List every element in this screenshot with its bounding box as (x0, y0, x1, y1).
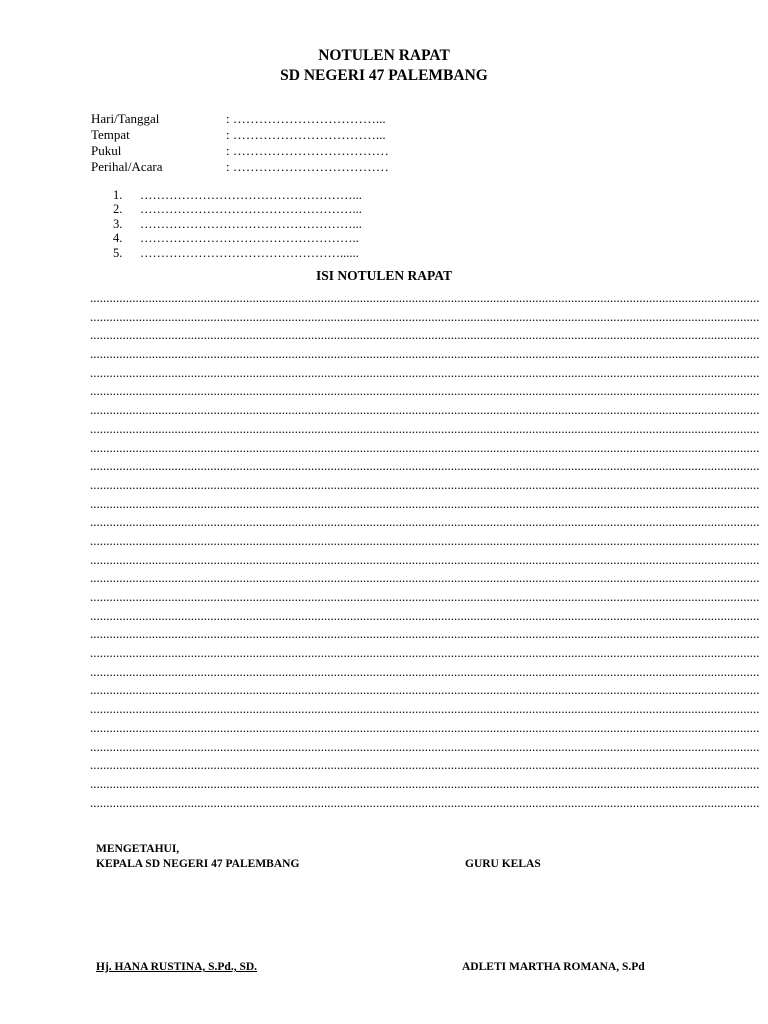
teacher-title: GURU KELAS (465, 858, 541, 870)
content-line: .............................................................................................................................................................................................................. (90, 383, 760, 399)
content-line: .............................................................................................................................................................................................................. (90, 364, 760, 380)
agenda-blank: …………………………………………….. (140, 231, 359, 246)
info-label: Hari/Tanggal (91, 111, 160, 126)
info-label: Tempat (91, 127, 130, 142)
content-line: .............................................................................................................................................................................................................. (90, 738, 760, 754)
content-line: .............................................................................................................................................................................................................. (90, 290, 760, 305)
agenda-number: 1. (113, 188, 123, 202)
agenda-blank: ……………………………………………... (140, 202, 362, 217)
content-line: .............................................................................................................................................................................................................. (90, 794, 760, 810)
content-line: .............................................................................................................................................................................................................. (90, 607, 760, 623)
content-line: .............................................................................................................................................................................................................. (90, 532, 760, 548)
school-name: SD NEGERI 47 PALEMBANG (280, 67, 488, 84)
principal-name: Hj. HANA RUSTINA, S.Pd., SD. (96, 961, 258, 973)
agenda-number: 3. (113, 216, 123, 231)
info-value: : ……………………………... (226, 127, 386, 142)
content-line: .............................................................................................................................................................................................................. (90, 514, 760, 530)
content-line: .............................................................................................................................................................................................................. (90, 308, 760, 324)
content-line: .............................................................................................................................................................................................................. (90, 757, 760, 773)
content-line: .............................................................................................................................................................................................................. (90, 402, 760, 418)
content-line: .............................................................................................................................................................................................................. (90, 701, 760, 717)
agenda-number: 5. (113, 245, 123, 260)
agenda-blank: ……………………………………………... (140, 216, 362, 231)
content-line: .............................................................................................................................................................................................................. (90, 476, 760, 492)
info-value: : ……………………………... (226, 111, 386, 126)
content-line: .............................................................................................................................................................................................................. (90, 346, 760, 362)
agenda-number: 4. (113, 231, 123, 246)
content-line: .............................................................................................................................................................................................................. (90, 682, 760, 698)
agenda-blank: ……………………………………………... (140, 188, 362, 202)
principal-title: KEPALA SD NEGERI 47 PALEMBANG (96, 858, 300, 870)
content-line: .............................................................................................................................................................................................................. (90, 439, 760, 455)
agenda-blank: …………………………………………...... (140, 245, 359, 260)
content-line: .............................................................................................................................................................................................................. (90, 551, 760, 567)
agenda-number: 2. (113, 202, 123, 217)
document-title: NOTULEN RAPAT (318, 47, 450, 64)
content-line: .............................................................................................................................................................................................................. (90, 327, 760, 343)
content-line: .............................................................................................................................................................................................................. (90, 775, 760, 791)
info-value: : ……………………………… (226, 159, 389, 174)
teacher-name: ADLETI MARTHA ROMANA, S.Pd (462, 961, 645, 973)
content-line: .............................................................................................................................................................................................................. (90, 420, 760, 436)
minutes-content-area (90, 289, 760, 812)
content-line: .............................................................................................................................................................................................................. (90, 719, 760, 735)
content-line: .............................................................................................................................................................................................................. (90, 589, 760, 604)
content-line: .............................................................................................................................................................................................................. (90, 663, 760, 679)
content-line: .............................................................................................................................................................................................................. (90, 495, 760, 511)
info-value: : ……………………………… (226, 143, 389, 158)
info-label: Perihal/Acara (91, 159, 163, 174)
content-line: .............................................................................................................................................................................................................. (90, 645, 760, 661)
acknowledge-label: MENGETAHUI, (96, 843, 180, 855)
info-label: Pukul (91, 143, 122, 158)
section-title: ISI NOTULEN RAPAT (315, 268, 453, 283)
content-line: .............................................................................................................................................................................................................. (90, 458, 760, 474)
content-line: .............................................................................................................................................................................................................. (90, 626, 760, 642)
content-line: .............................................................................................................................................................................................................. (90, 570, 760, 586)
